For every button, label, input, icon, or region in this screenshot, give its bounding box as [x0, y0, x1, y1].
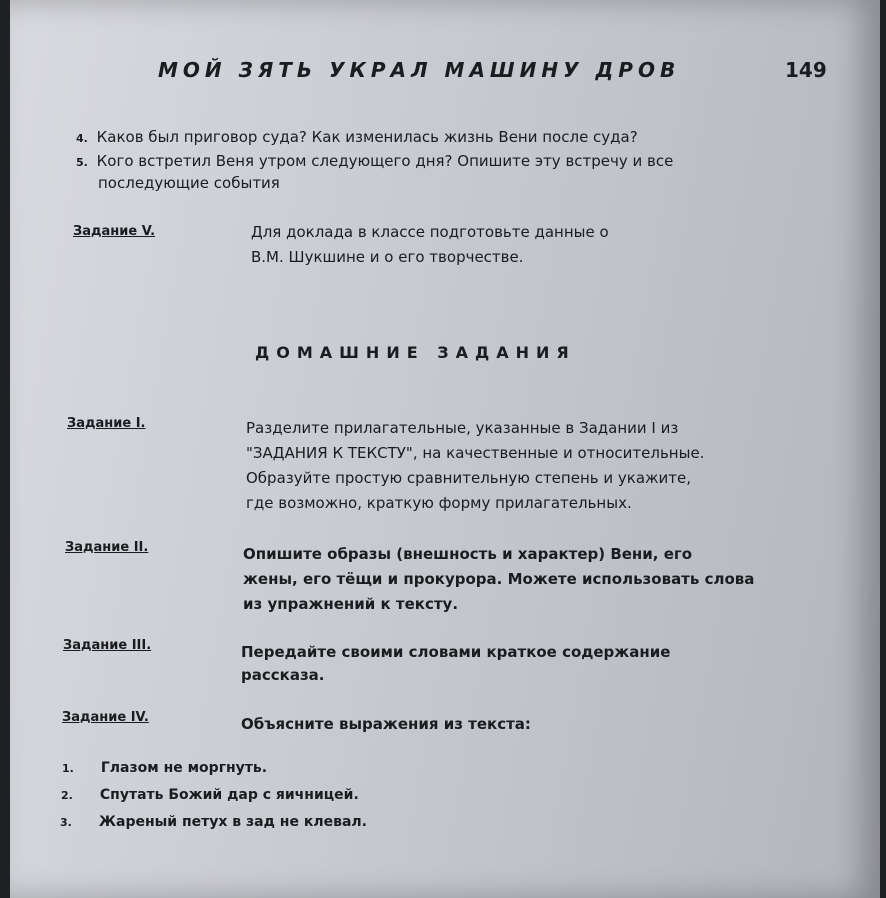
expression-item: [60, 814, 367, 830]
task-ii-line: Опишите образы (внешность и характер) Вени, его: [243, 545, 693, 563]
question-item: [76, 150, 673, 174]
expression-number: 2.: [61, 789, 73, 802]
task-i-line: "ЗАДАНИЯ К ТЕКСТУ", на качественные и относительные.: [246, 444, 705, 462]
question-text-continuation: последующие события: [98, 174, 280, 192]
homework-section-title: ДОМАШНИЕ ЗАДАНИЯ: [255, 343, 576, 362]
task-ii-line: из упражнений к тексту.: [243, 595, 459, 613]
task-iv-line: Объясните выражения из текста:: [241, 715, 531, 733]
task-iii-label: Задание III.: [63, 638, 152, 653]
question-number: 5.: [76, 156, 88, 169]
task-i-line: Образуйте простую сравнительную степень и укажите,: [246, 469, 692, 487]
task-ii-label: Задание II.: [65, 540, 149, 555]
expression-number: 3.: [60, 816, 72, 829]
task-i-label: Задание I.: [67, 416, 146, 431]
task-v-label: Задание V.: [73, 224, 156, 239]
expression-text: Спутать Божий дар с яичницей.: [99, 787, 359, 803]
running-head-title: МОЙ ЗЯТЬ УКРАЛ МАШИНУ ДРОВ: [158, 58, 681, 82]
task-iv-label: Задание IV.: [62, 710, 149, 725]
task-v-line: Для доклада в классе подготовьте данные о: [251, 223, 609, 241]
task-iii-line: рассказа.: [241, 666, 325, 684]
task-iii-line: Передайте своими словами краткое содержание: [241, 643, 671, 661]
page-number: 149: [785, 58, 827, 82]
expression-text: Глазом не моргнуть.: [100, 760, 268, 776]
expression-number: 1.: [62, 762, 74, 775]
question-text: Кого встретил Веня утром следующего дня? Опишите эту встречу и все: [96, 152, 674, 170]
question-number: 4.: [76, 132, 88, 145]
question-text: Каков был приговор суда? Как изменилась жизнь Вени после суда?: [96, 128, 638, 146]
book-page: [10, 0, 880, 898]
expression-item: [61, 787, 359, 803]
question-item: [76, 126, 638, 150]
expression-item: [62, 760, 267, 776]
task-i-line: Разделите прилагательные, указанные в Задании I из: [246, 419, 679, 437]
task-v-line: В.М. Шукшине и о его творчестве.: [251, 248, 524, 266]
task-ii-line: жены, его тёщи и прокурора. Можете использовать слова: [243, 570, 755, 588]
task-i-line: где возможно, краткую форму прилагательных.: [246, 494, 632, 512]
expression-text: Жареный петух в зад не клевал.: [98, 814, 367, 830]
